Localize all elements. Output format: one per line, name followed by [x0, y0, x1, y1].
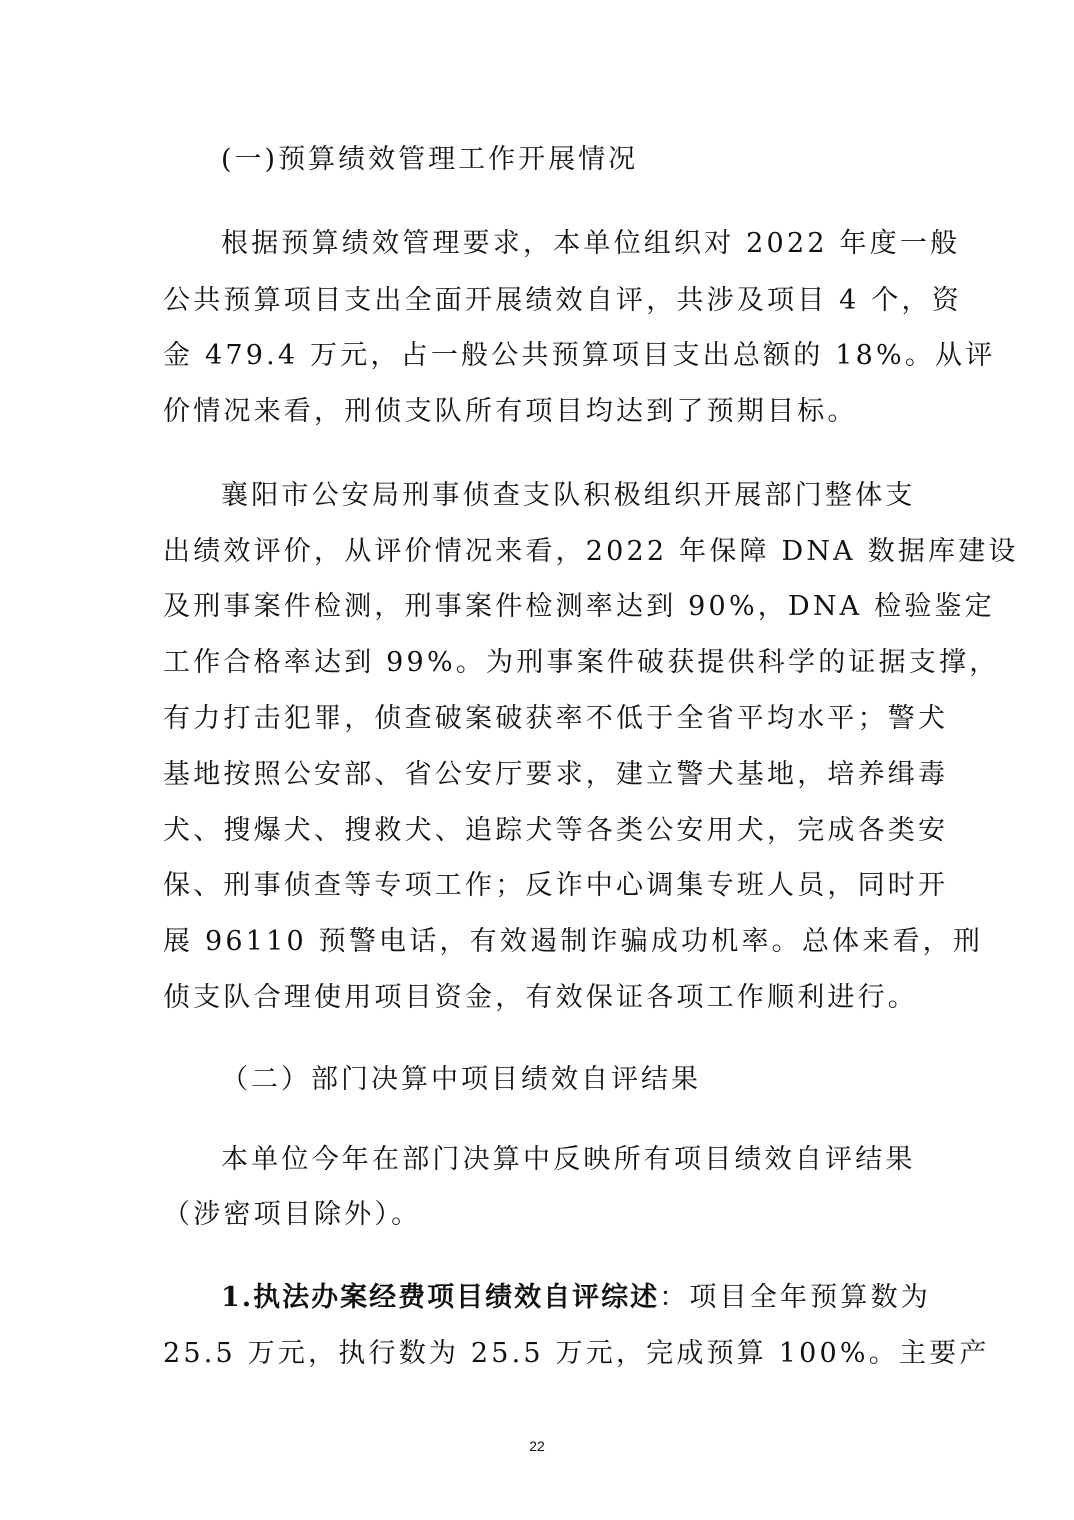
paragraph-line: 出绩效评价，从评价情况来看，2022 年保障 DNA 数据库建设 — [163, 536, 1019, 567]
section-heading-1: (一)预算绩效管理工作开展情况 — [221, 144, 639, 175]
paragraph-line: 工作合格率达到 99%。为刑事案件破获提供科学的证据支撑， — [163, 647, 1000, 678]
paragraph-line: 本单位今年在部门决算中反映所有项目绩效自评结果 — [221, 1144, 916, 1175]
paragraph-line: （涉密项目除外）。 — [163, 1199, 422, 1230]
item-title: 1.执法办案经费项目绩效自评综述 — [221, 1282, 660, 1313]
section-heading-2: （二）部门决算中项目绩效自评结果 — [221, 1064, 701, 1095]
paragraph-line: 有力打击犯罪，侦查破案破获率不低于全省平均水平；警犬 — [163, 703, 949, 734]
paragraph-line: 根据预算绩效管理要求，本单位组织对 2022 年度一般 — [221, 228, 961, 259]
paragraph-line: 金 479.4 万元，占一般公共预算项目支出总额的 18%。从评 — [163, 340, 996, 371]
paragraph-line: 25.5 万元，执行数为 25.5 万元，完成预算 100%。主要产 — [163, 1338, 990, 1369]
paragraph-line: 展 96110 预警电话，有效遏制诈骗成功机率。总体来看，刑 — [163, 926, 984, 957]
page-number: 22 — [529, 1438, 545, 1454]
paragraph-line: 襄阳市公安局刑事侦查支队积极组织开展部门整体支 — [221, 480, 916, 511]
paragraph-line — [221, 1278, 931, 1318]
paragraph-line: 侦支队合理使用项目资金，有效保证各项工作顺利进行。 — [163, 982, 918, 1013]
paragraph-line: 犬、搜爆犬、搜救犬、追踪犬等各类公安用犬，完成各类安 — [163, 815, 949, 846]
paragraph-line: 价情况来看，刑侦支队所有项目均达到了预期目标。 — [163, 396, 858, 427]
paragraph-line: 公共预算项目支出全面开展绩效自评，共涉及项目 4 个，资 — [163, 285, 962, 316]
paragraph-line: 基地按照公安部、省公安厅要求，建立警犬基地，培养缉毒 — [163, 759, 949, 790]
item-text: ：项目全年预算数为 — [659, 1282, 931, 1313]
paragraph-line: 及刑事案件检测，刑事案件检测率达到 90%，DNA 检验鉴定 — [163, 591, 995, 622]
paragraph-line: 保、刑事侦查等专项工作；反诈中心调集专班人员，同时开 — [163, 870, 949, 901]
